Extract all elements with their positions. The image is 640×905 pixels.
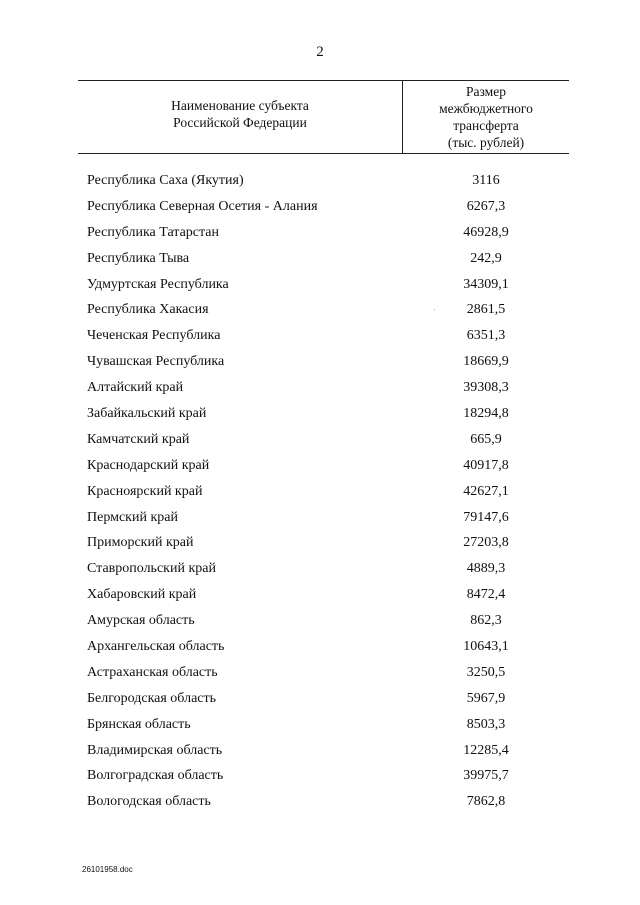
- column-header-region-name: Наименование субъекта Российской Федерации: [171, 98, 309, 130]
- transfer-value-cell: 18294,8: [463, 406, 509, 422]
- transfer-value-cell: 42627,1: [463, 483, 509, 499]
- table-row: [78, 610, 569, 636]
- region-name-cell: Вологодская область: [87, 794, 211, 810]
- transfer-value-cell: 2861,5: [466, 302, 506, 318]
- region-name-cell: Республика Татарстан: [87, 224, 220, 240]
- region-name-cell: Белгородская область: [87, 690, 217, 706]
- region-name-cell: Владимирская область: [87, 742, 223, 758]
- transfer-value-cell: 46928,9: [463, 224, 509, 240]
- table-row: [78, 351, 569, 377]
- region-name-cell: Пермский край: [87, 509, 178, 525]
- table-row: [78, 377, 569, 403]
- table-row: [78, 299, 569, 325]
- transfer-value-cell: 27203,8: [463, 535, 509, 551]
- transfer-value-cell: 18669,9: [463, 354, 509, 370]
- region-name-cell: Чеченская Республика: [87, 328, 221, 344]
- region-name-cell: Удмуртская Республика: [87, 276, 229, 292]
- table-row: [78, 455, 569, 481]
- transfer-value-cell: 6267,3: [466, 198, 506, 214]
- region-name-cell: Брянская область: [87, 716, 191, 732]
- table-row: [78, 403, 569, 429]
- table-row: [78, 429, 569, 455]
- region-name-cell: Республика Хакасия: [87, 302, 209, 318]
- table-row: [78, 481, 569, 507]
- transfer-table: [78, 80, 569, 817]
- column-header-transfer-size: Размер межбюджетного трансферта (тыс. рублей): [439, 84, 533, 150]
- table-body: [78, 170, 569, 817]
- footer-filename: 26101958.doc: [82, 865, 133, 874]
- transfer-value-cell: 242,9: [470, 250, 502, 266]
- transfer-value-cell: 665,9: [470, 431, 502, 447]
- region-name-cell: Чувашская Республика: [87, 354, 225, 370]
- transfer-value-cell: 10643,1: [463, 639, 509, 655]
- table-row: [78, 714, 569, 740]
- table-row: [78, 196, 569, 222]
- region-name-cell: Ставропольский край: [87, 561, 216, 577]
- transfer-value-cell: 5967,9: [466, 690, 506, 706]
- table-row: [78, 325, 569, 351]
- transfer-value-cell: 40917,8: [463, 457, 509, 473]
- table-row: [78, 662, 569, 688]
- region-name-cell: Камчатский край: [87, 431, 190, 447]
- transfer-value-cell: 7862,8: [466, 794, 506, 810]
- transfer-value-cell: 862,3: [470, 613, 502, 629]
- transfer-value-cell: 3250,5: [466, 664, 506, 680]
- table-row: [78, 688, 569, 714]
- region-name-cell: Хабаровский край: [87, 587, 197, 603]
- region-name-cell: Краснодарский край: [87, 457, 210, 473]
- region-name-cell: Забайкальский край: [87, 406, 207, 422]
- table-row: [78, 222, 569, 248]
- table-header-rule: [78, 153, 569, 154]
- transfer-value-cell: 8472,4: [466, 587, 506, 603]
- region-name-cell: Республика Тыва: [87, 250, 190, 266]
- table-row: [78, 532, 569, 558]
- transfer-value-cell: 39308,3: [463, 380, 509, 396]
- transfer-value-cell: 79147,6: [463, 509, 509, 525]
- region-name-cell: Волгоградская область: [87, 768, 224, 784]
- transfer-value-cell: 39975,7: [463, 768, 509, 784]
- table-row: [78, 274, 569, 300]
- region-name-cell: Амурская область: [87, 613, 195, 629]
- table-row: [78, 248, 569, 274]
- table-row: [78, 740, 569, 766]
- transfer-value-cell: 12285,4: [463, 742, 509, 758]
- region-name-cell: Архангельская область: [87, 639, 225, 655]
- transfer-value-cell: 4889,3: [466, 561, 506, 577]
- table-row: [78, 507, 569, 533]
- region-name-cell: Республика Северная Осетия - Алания: [87, 198, 318, 214]
- table-row: [78, 636, 569, 662]
- region-name-cell: Алтайский край: [87, 380, 184, 396]
- scan-speck: [434, 309, 435, 310]
- table-row: [78, 584, 569, 610]
- table-row: [78, 791, 569, 817]
- table-row: [78, 765, 569, 791]
- transfer-value-cell: 34309,1: [463, 276, 509, 292]
- transfer-value-cell: 6351,3: [466, 328, 506, 344]
- region-name-cell: Республика Саха (Якутия): [87, 173, 244, 188]
- page-number: 2: [316, 44, 324, 60]
- transfer-value-cell: 3116: [472, 173, 500, 188]
- region-name-cell: Красноярский край: [87, 483, 203, 499]
- region-name-cell: Приморский край: [87, 535, 194, 551]
- region-name-cell: Астраханская область: [87, 664, 218, 680]
- table-row: [78, 558, 569, 584]
- table-row: [78, 170, 569, 196]
- transfer-value-cell: 8503,3: [466, 716, 506, 732]
- table-header: [78, 81, 569, 153]
